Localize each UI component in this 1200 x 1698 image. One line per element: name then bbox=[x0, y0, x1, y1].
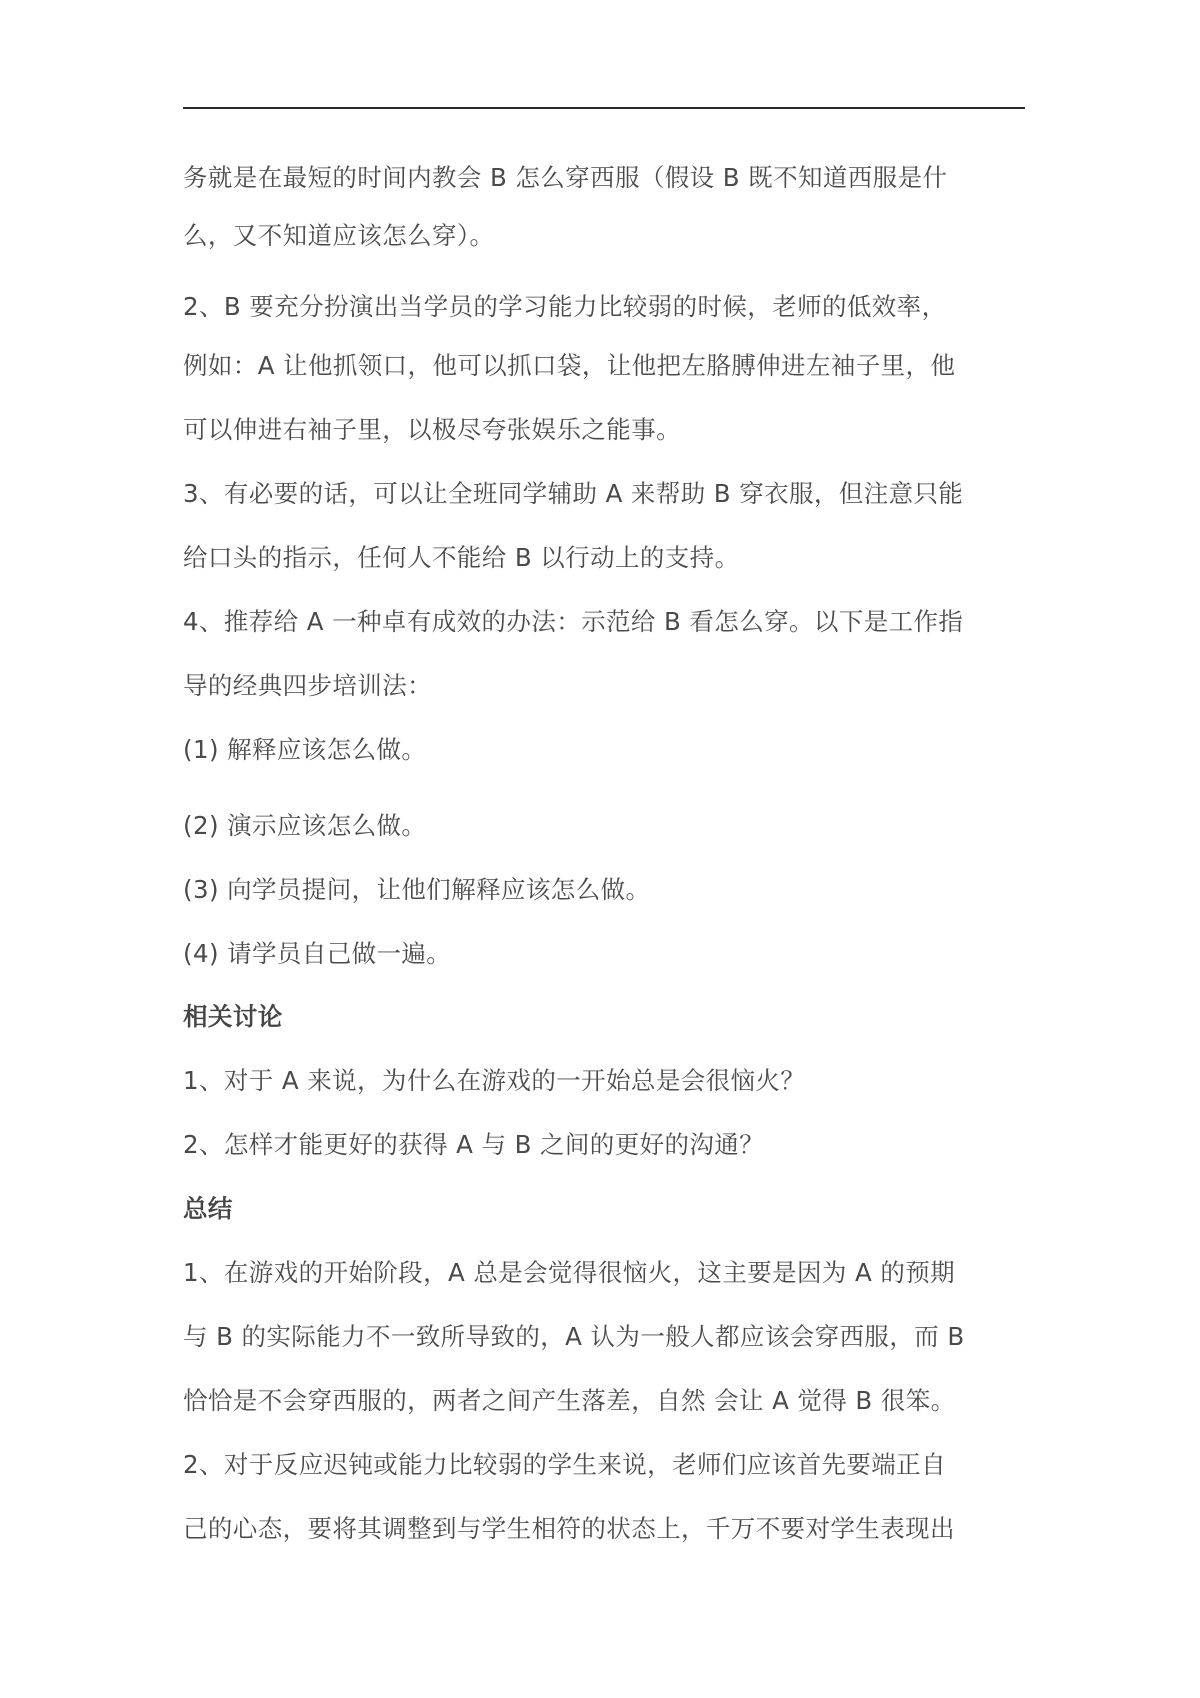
list-item: (1) 解释应该怎么做。 bbox=[183, 735, 427, 764]
text-line: 务就是在最短的时间内教会 B 怎么穿西服（假设 B 既不知道西服是什 bbox=[183, 163, 948, 192]
header-rule bbox=[183, 107, 1025, 109]
list-item: (4) 请学员自己做一遍。 bbox=[183, 939, 452, 968]
list-item: (2) 演示应该怎么做。 bbox=[183, 811, 427, 840]
text-line: 么，又不知道应该怎么穿）。 bbox=[183, 221, 495, 250]
text-line: 与 B 的实际能力不一致所导致的，A 认为一般人都应该会穿西服，而 B bbox=[183, 1322, 965, 1351]
text-line: 3、有必要的话，可以让全班同学辅助 A 来帮助 B 穿衣服，但注意只能 bbox=[183, 479, 964, 508]
section-heading: 相关讨论 bbox=[183, 1002, 283, 1031]
text-line: 恰恰是不会穿西服的，两者之间产生落差，自然 会让 A 觉得 B 很笨。 bbox=[183, 1386, 956, 1415]
section-heading: 总结 bbox=[183, 1194, 233, 1223]
text-line: 可以伸进右袖子里，以极尽夸张娱乐之能事。 bbox=[183, 415, 681, 444]
text-line: 2、怎样才能更好的获得 A 与 B 之间的更好的沟通？ bbox=[183, 1130, 765, 1159]
text-line: 给口头的指示，任何人不能给 B 以行动上的支持。 bbox=[183, 543, 740, 572]
text-line: 己的心态，要将其调整到与学生相符的状态上，千万不要对学生表现出 bbox=[183, 1514, 955, 1543]
text-line: 1、在游戏的开始阶段，A 总是会觉得很恼火，这主要是因为 A 的预期 bbox=[183, 1258, 956, 1287]
text-line: 1、对于 A 来说，为什么在游戏的一开始总是会很恼火？ bbox=[183, 1066, 806, 1095]
text-line: 4、推荐给 A 一种卓有成效的办法：示范给 B 看怎么穿。以下是工作指 bbox=[183, 607, 964, 636]
text-line: 2、B 要充分扮演出当学员的学习能力比较弱的时候，老师的低效率， bbox=[183, 292, 947, 321]
list-item: (3) 向学员提问，让他们解释应该怎么做。 bbox=[183, 875, 651, 904]
text-line: 导的经典四步培训法： bbox=[183, 671, 432, 700]
text-line: 2、对于反应迟钝或能力比较弱的学生来说，老师们应该首先要端正自 bbox=[183, 1450, 946, 1479]
text-line: 例如：A 让他抓领口，他可以抓口袋，让他把左胳膊伸进左袖子里，他 bbox=[183, 351, 956, 380]
